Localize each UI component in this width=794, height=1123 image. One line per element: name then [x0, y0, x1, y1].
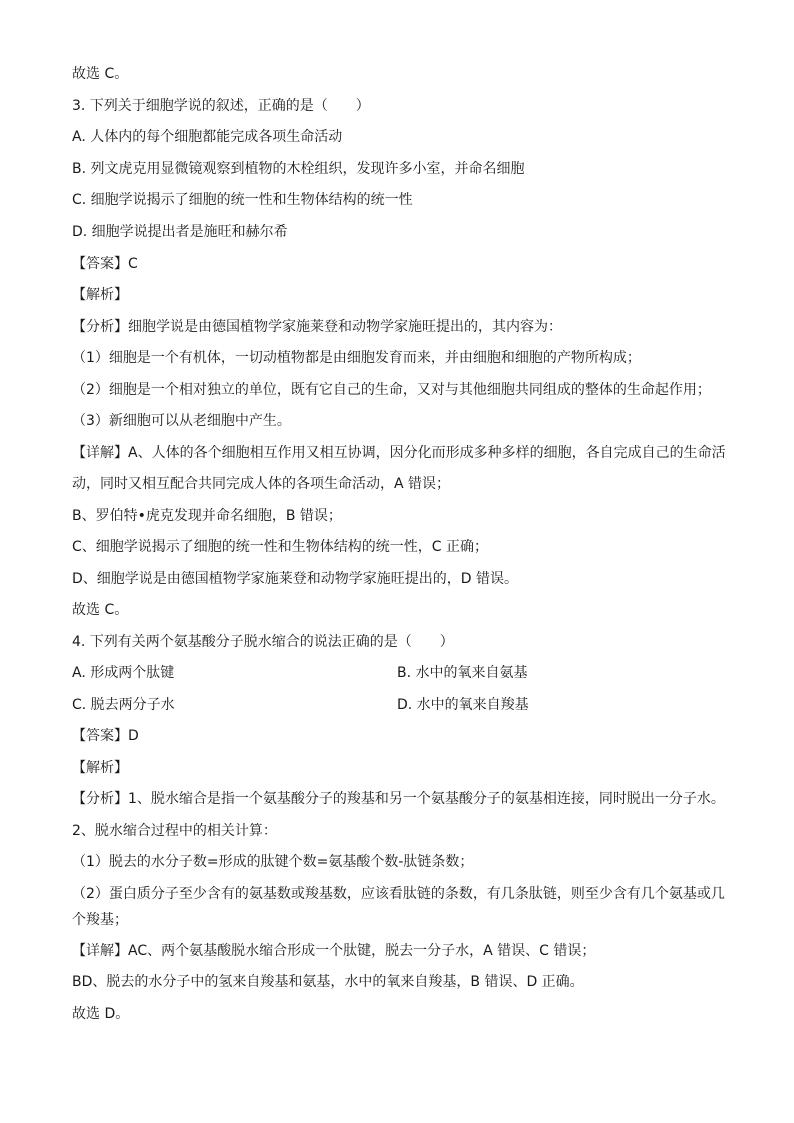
question-4-analysis-point-2: 2、脱水缩合过程中的相关计算：	[72, 823, 277, 839]
question-3-analysis-point-2: （2）细胞是一个相对独立的单位，既有它自己的生命，又对与其他细胞共同组成的整体的生命起作用；	[72, 382, 711, 398]
question-3-detail-c: C、细胞学说揭示了细胞的统一性和生物体结构的统一性，C 正确；	[72, 539, 488, 555]
question-4-option-b: B. 水中的氧来自氨基	[397, 665, 528, 681]
question-4-option-d: D. 水中的氧来自羧基	[397, 697, 529, 713]
question-4-analysis-point-1: 【分析】1、脱水缩合是指一个氨基酸分子的羧基和另一个氨基酸分子的氨基相连接，同时脱出一分子水。	[72, 791, 725, 807]
conclusion-q4: 故选 D。	[72, 1006, 130, 1022]
question-4-detail-ac: 【详解】AC、两个氨基酸脱水缩合形成一个肽键，脱去一分子水，A 错误、C 错误；	[72, 943, 596, 959]
question-3-analysis-intro: 【分析】细胞学说是由德国植物学家施莱登和动物学家施旺提出的，其内容为：	[72, 319, 562, 335]
question-3-analysis-heading: 【解析】	[72, 287, 128, 303]
question-3-detail-b: B、罗伯特•虎克发现并命名细胞，B 错误；	[72, 508, 342, 524]
question-4-answer: 【答案】D	[72, 728, 139, 744]
question-3-option-c: C. 细胞学说揭示了细胞的统一性和生物体结构的统一性	[72, 192, 413, 208]
question-3-analysis-point-3: （3）新细胞可以从老细胞中产生。	[72, 413, 291, 429]
question-3-detail-d: D、细胞学说是由德国植物学家施莱登和动物学家施旺提出的，D 错误。	[72, 571, 519, 587]
question-4-option-c: C. 脱去两分子水	[72, 697, 175, 713]
question-3-answer: 【答案】C	[72, 256, 138, 272]
question-3-option-d: D. 细胞学说提出者是施旺和赫尔希	[72, 224, 288, 240]
question-3-stem: 3. 下列关于细胞学说的叙述，正确的是（ ）	[72, 98, 370, 114]
question-3-detail-a-2: 动，同时又相互配合共同完成人体的各项生命活动，A 错误；	[72, 476, 451, 492]
question-4-detail-bd: BD、脱去的水分子中的氢来自羧基和氨基，水中的氧来自羧基，B 错误、D 正确。	[72, 974, 584, 990]
conclusion-q2: 故选 C。	[72, 66, 129, 82]
question-4-analysis-heading: 【解析】	[72, 760, 128, 776]
question-3-option-b: B. 列文虎克用显微镜观察到植物的木栓组织，发现许多小室，并命名细胞	[72, 161, 525, 177]
question-4-calc-1: （1）脱去的水分子数=形成的肽键个数=氨基酸个数-肽链条数；	[72, 854, 474, 870]
conclusion-q3: 故选 C。	[72, 602, 129, 618]
question-3-option-a: A. 人体内的每个细胞都能完成各项生命活动	[72, 129, 343, 145]
question-3-analysis-point-1: （1）细胞是一个有机体，一切动植物都是由细胞发育而来，并由细胞和细胞的产物所构成；	[72, 350, 641, 366]
question-4-option-a: A. 形成两个肽键	[72, 665, 175, 681]
question-3-detail-a-1: 【详解】A、人体的各个细胞相互作用又相互协调，因分化而形成多种多样的细胞，各自完成自己的生命活	[72, 445, 726, 461]
question-4-stem: 4. 下列有关两个氨基酸分子脱水缩合的说法正确的是（ ）	[72, 634, 454, 650]
question-4-calc-2-line-2: 个羧基；	[72, 912, 128, 928]
question-4-calc-2-line-1: （2）蛋白质分子至少含有的氨基数或羧基数，应该看肽链的条数，有几条肽链，则至少含有几个氨基或几	[72, 886, 725, 902]
